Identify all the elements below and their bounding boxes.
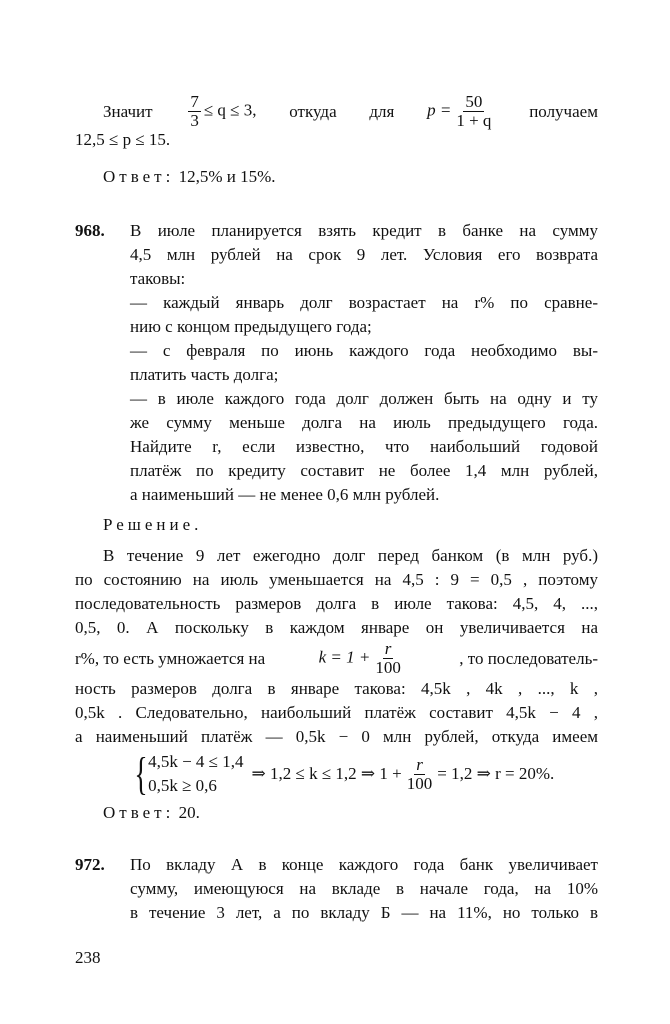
- formula-q-range: [185, 93, 256, 130]
- text-line: 0,5k . Следовательно, наибольший платёж составит 4,5k − 4 ,: [75, 703, 598, 722]
- text-line: сумму, имеющуюся на вкладе в начале года, на 10%: [130, 879, 598, 898]
- frac-den: 100: [375, 658, 401, 677]
- text-line: платёж по кредиту составит не более 1,4 млн рублей,: [130, 461, 598, 480]
- brace: {: [134, 748, 148, 799]
- formula-k: [319, 640, 406, 677]
- answer-label: Ответ:: [103, 167, 175, 186]
- frac-num: 50: [465, 92, 483, 111]
- formula-text: = 1,2 ⇒ r = 20%.: [437, 764, 555, 783]
- intro-line-2: 12,5 ≤ p ≤ 15.: [75, 130, 171, 149]
- text-line: а наименьший платёж — 0,5k − 0 млн рублей, откуда имеем: [75, 727, 598, 746]
- text-line: платить часть долга;: [130, 365, 279, 384]
- text-line: таковы:: [130, 269, 186, 288]
- k-line: [75, 640, 598, 677]
- frac-den: 100: [406, 773, 433, 793]
- page-number: 238: [75, 948, 101, 967]
- text-line: В течение 9 лет ежегодно долг перед банком (в млн руб.): [103, 546, 598, 565]
- equation-system: [130, 750, 554, 798]
- text: Значит: [103, 101, 153, 121]
- text: откуда: [289, 101, 337, 121]
- formula-text: k = 1 +: [318, 647, 371, 667]
- answer-label: Ответ:: [103, 803, 175, 822]
- text: получаем: [529, 101, 598, 121]
- text-line: нию с концом предыдущего года;: [130, 317, 372, 336]
- frac-num: r: [416, 754, 423, 774]
- text-line: последовательность размеров долга в июле такова: 4,5, 4, ...,: [75, 594, 598, 613]
- text-line: а наименьший — не менее 0,6 млн рублей.: [130, 485, 440, 504]
- answer-2: [103, 803, 598, 823]
- answer-value: 12,5% и 15%.: [178, 167, 276, 186]
- problem-number: 972.: [75, 855, 105, 874]
- text-line: по состоянию на июль уменьшается на 4,5 : 9 = 0,5 , поэтому: [75, 570, 598, 589]
- text-line: — в июле каждого года долг должен быть на одну и ту: [130, 389, 598, 408]
- formula-text: p =: [427, 100, 452, 120]
- intro-line-1: [103, 93, 598, 130]
- text-line: в течение 3 лет, а по вкладу Б — на 11%, но только в: [130, 903, 598, 922]
- formula-p: [427, 93, 496, 130]
- system-row: 4,5k − 4 ≤ 1,4: [148, 752, 244, 771]
- answer-value: 20.: [178, 803, 200, 822]
- system-row: 0,5k ≥ 0,6: [148, 776, 217, 795]
- text-line: 0,5, 0. А поскольку в каждом январе он увеличивается на: [75, 618, 598, 637]
- solution-label: Решение.: [103, 515, 203, 534]
- text-line: — с февраля по июнь каждого года необходимо вы-: [130, 341, 598, 360]
- frac-den: 3: [190, 111, 199, 130]
- text-line: Найдите r, если известно, что наибольший годовой: [130, 437, 598, 456]
- frac-num: r: [384, 639, 392, 658]
- formula-text: ≤ q ≤ 3,: [203, 100, 257, 120]
- text: , то последователь-: [459, 648, 598, 668]
- problem-number: 968.: [75, 221, 105, 240]
- text: для: [369, 101, 395, 121]
- text-line: В июле планируется взять кредит в банке на сумму: [130, 221, 598, 240]
- text-line: же сумму меньше долга на июль предыдущего года.: [130, 413, 598, 432]
- formula-text: ⇒ 1,2 ≤ k ≤ 1,2 ⇒ 1 +: [251, 764, 402, 783]
- text: r%, то есть умножается на: [75, 648, 266, 668]
- frac-num: 7: [190, 92, 199, 111]
- frac-den: 1 + q: [456, 111, 492, 130]
- text-line: По вкладу А в конце каждого года банк увеличивает: [130, 855, 598, 874]
- text-line: 4,5 млн рублей на срок 9 лет. Условия его возврата: [130, 245, 598, 264]
- text-line: — каждый январь долг возрастает на r% по сравне-: [130, 293, 598, 312]
- answer-1: [103, 167, 598, 187]
- text-line: ность размеров долга в январе такова: 4,5k , 4k , ..., k ,: [75, 679, 598, 698]
